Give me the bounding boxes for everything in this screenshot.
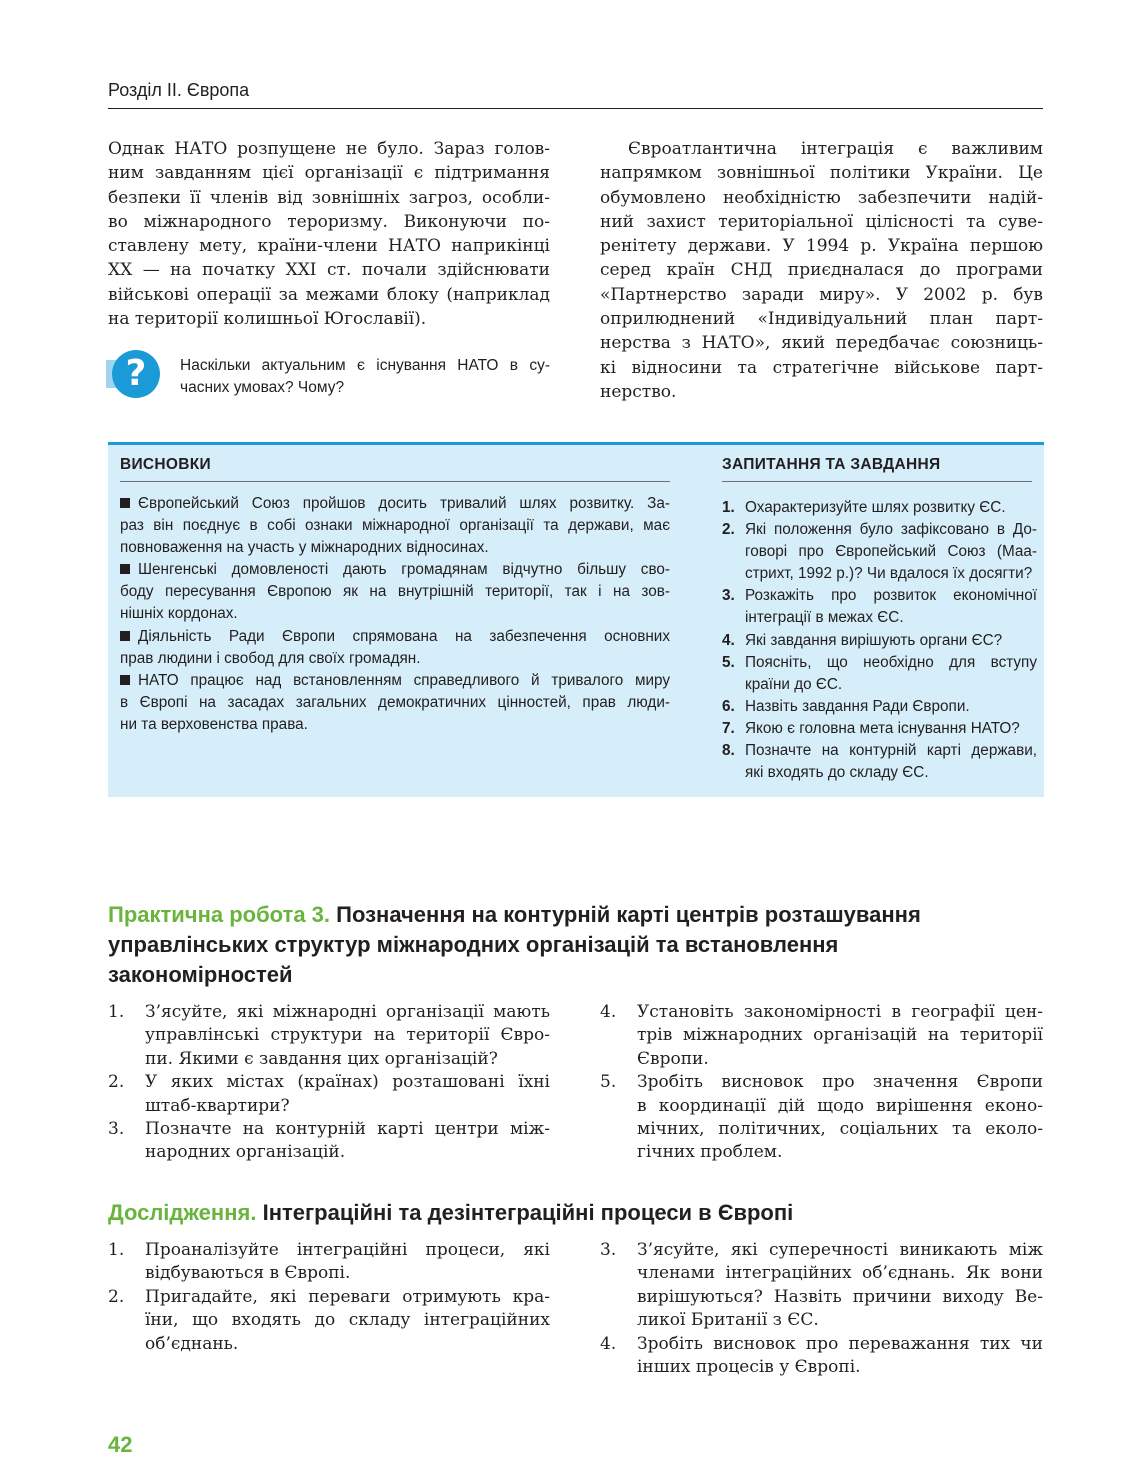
task-item — [600, 1001, 1043, 1071]
paragraph-line: серед країн СНД приєдналася до програми — [600, 260, 1043, 281]
practical-title-line — [108, 900, 1043, 930]
item-number: 7. — [722, 719, 735, 737]
item-line: членами інтеграційних об’єднань. Як вони — [637, 1263, 1043, 1284]
question-item — [722, 585, 1037, 629]
item-line: вирішуються? Назвіть причини виходу Ве- — [637, 1286, 1043, 1307]
item-number: 5. — [600, 1072, 617, 1093]
item-number: 3. — [108, 1119, 125, 1140]
questions-list — [722, 497, 1037, 784]
item-line: Якою є головна мета існування НАТО? — [745, 719, 1020, 737]
item-line: трів міжнародних організацій на території — [637, 1025, 1043, 1046]
paragraph-line: оприлюднений «Індивідуальний план парт- — [600, 309, 1043, 330]
item-line: Назвіть завдання Ради Європи. — [745, 697, 970, 715]
item-line: Зробіть висновок про значення Європи — [637, 1072, 1043, 1093]
item-line: Позначте на контурній карті держави, — [745, 742, 1037, 760]
task-item — [108, 1239, 550, 1286]
item-line: країни до ЄС. — [745, 675, 843, 693]
item-line: стрихт, 1992 р.)? Чи вдалося їх досягти? — [745, 565, 1033, 583]
item-line: інтеграції в межах ЄС. — [745, 609, 904, 627]
practical-title-line — [108, 930, 1043, 960]
conclusion-line: НАТО працює над встановленням справедливого й тривалого миру — [120, 670, 670, 692]
question-item — [722, 652, 1037, 696]
item-number: 3. — [600, 1240, 617, 1260]
paragraph-line: обумовлено необхідністю забезпечити надій- — [600, 187, 1043, 208]
section-title: Розділ ІІ. Європа — [108, 80, 250, 100]
paragraph-line: во міжнародного тероризму. Виконуючи по- — [108, 211, 550, 232]
item-line: Проаналізуйте інтеграційні процеси, які — [145, 1240, 550, 1260]
paragraph-line: військові операції за межами блоку (наприклад — [108, 284, 550, 305]
item-line: Охарактеризуйте шлях розвитку ЄС. — [745, 499, 1006, 516]
item-line: говорі про Європейський Союз (Маа- — [745, 543, 1037, 561]
task-item — [108, 1071, 550, 1118]
right-column-text — [600, 137, 1043, 404]
item-number: 2. — [108, 1286, 125, 1307]
item-number: 8. — [722, 742, 735, 760]
conclusion-line: повноваження на участь у міжнародних відносинах. — [120, 539, 489, 557]
item-line: Поясніть, що необхідно для вступу — [745, 653, 1037, 671]
item-line: народних організацій. — [145, 1142, 346, 1163]
question-callout-text — [180, 355, 550, 399]
research-title: Інтеграційні та дезінтеграційні процеси в Європі — [262, 1200, 794, 1225]
bullet-square-icon — [120, 564, 130, 574]
item-line: З’ясуйте, які міжнародні організації мають — [145, 1002, 550, 1022]
page-number: 42 — [108, 1432, 133, 1457]
paragraph-line: на території колишньої Югославії). — [108, 309, 427, 330]
conclusions-divider — [120, 481, 670, 482]
practical-title-text: управлінських структур міжнародних організацій та встановлення — [108, 932, 839, 957]
conclusion-line: ни та верховенства права. — [120, 715, 308, 733]
practical-right-list — [600, 1001, 1043, 1165]
running-head — [108, 80, 1043, 109]
item-line: які входять до складу ЄС. — [745, 764, 929, 782]
paragraph-line: «Партнерство заради миру». У 2002 р. був — [600, 284, 1043, 305]
item-line: управлінські структури на території Євро- — [145, 1025, 550, 1046]
paragraph-line: Євроатлантична інтеграція є важливим — [628, 139, 1043, 159]
item-number: 4. — [600, 1333, 617, 1354]
item-number: 1. — [108, 1240, 125, 1260]
question-item — [722, 718, 1037, 740]
item-line: ликої Британії з ЄС. — [637, 1310, 819, 1331]
conclusion-line: Європейський Союз пройшов досить тривалий шлях розвитку. За- — [120, 493, 670, 515]
item-line: Пригадайте, які переваги отримують кра- — [145, 1286, 550, 1307]
item-number: 6. — [722, 697, 735, 715]
item-line: мічних, політичних, соціальних та еколо- — [637, 1119, 1043, 1140]
research-label: Дослідження. — [108, 1200, 257, 1225]
practical-left-list — [108, 1001, 550, 1165]
conclusion-item — [120, 493, 670, 559]
conclusion-line: в Європі на засадах загальних демократичних цінностей, прав люди- — [120, 693, 670, 711]
paragraph-line: безпеки її членів від зовнішніх загроз, особли- — [108, 187, 550, 208]
question-icon: ? — [112, 350, 160, 398]
item-number: 4. — [722, 631, 735, 649]
paragraph-line: ставлену мету, країни-члени НАТО наприкінці — [108, 236, 550, 257]
conclusions-list — [120, 493, 670, 736]
paragraph-line: XX — на початку XXI ст. почали здійснювати — [108, 260, 550, 281]
bullet-square-icon — [120, 675, 130, 685]
practical-label: Практична робота 3. — [108, 902, 331, 927]
item-line: інших процесів у Європі. — [637, 1357, 861, 1378]
task-item — [108, 1118, 550, 1165]
item-number: 1. — [722, 499, 735, 516]
item-number: 3. — [722, 587, 735, 605]
item-line: Які положення було зафіксовано в До- — [745, 521, 1037, 539]
item-line: З’ясуйте, які суперечності виникають між — [637, 1240, 1043, 1260]
item-line: У яких містах (країнах) розташовані їхні — [145, 1072, 550, 1093]
conclusion-item — [120, 559, 670, 625]
task-item — [600, 1239, 1043, 1333]
conclusion-line: боду пересування Європою як на внутрішній території, так і на зов- — [120, 583, 670, 601]
summary-box — [108, 442, 1044, 797]
item-line: гічних проблем. — [637, 1142, 783, 1163]
left-column-text — [108, 137, 550, 331]
paragraph-line: Однак НАТО розпущене не було. Зараз голов- — [108, 139, 550, 159]
paragraph-line: ний захист територіальної цілісності та суве- — [600, 211, 1043, 232]
question-item — [722, 696, 1037, 718]
practical-title-text: Позначення на контурній карті центрів розташування — [336, 902, 921, 927]
paragraph-line: ним завданням цієї організації є підтримання — [108, 163, 550, 184]
task-item — [600, 1333, 1043, 1380]
questions-title: ЗАПИТАННЯ ТА ЗАВДАННЯ — [722, 456, 941, 473]
item-number: 2. — [108, 1072, 125, 1093]
item-line: в координації дій щодо вирішення еконо- — [637, 1095, 1043, 1116]
practical-work-heading — [108, 900, 1043, 990]
item-number: 1. — [108, 1002, 125, 1022]
task-item — [108, 1286, 550, 1356]
conclusion-line: нішніх кордонах. — [120, 605, 238, 623]
item-number: 2. — [722, 521, 735, 539]
item-line: відбуваються в Європі. — [145, 1263, 351, 1284]
item-number: 5. — [722, 653, 735, 671]
item-line: пи. Якими є завдання цих організацій? — [145, 1048, 498, 1069]
paragraph-line: напрямком зовнішньої політики України. Це — [600, 163, 1043, 184]
research-right-list — [600, 1239, 1043, 1379]
question-line: часних умовах? Чому? — [180, 379, 345, 396]
questions-divider — [722, 481, 1032, 482]
bullet-square-icon — [120, 631, 130, 641]
question-item — [722, 497, 1037, 519]
conclusion-line: Діяльність Ради Європи спрямована на забезпечення основних — [120, 626, 670, 648]
item-line: штаб-квартири? — [145, 1095, 290, 1116]
question-line: Наскільки актуальним є існування НАТО в су- — [180, 357, 550, 374]
item-line: Установіть закономірності в географії цен- — [637, 1002, 1043, 1022]
practical-title-text: закономірностей — [108, 962, 293, 987]
item-line: Які завдання вирішують органи ЄС? — [745, 631, 1003, 649]
conclusion-line: Шенгенські домовленості дають громадянам відчутно більшу сво- — [120, 559, 670, 581]
bullet-square-icon — [120, 498, 130, 508]
task-item — [600, 1071, 1043, 1165]
conclusions-title: ВИСНОВКИ — [120, 456, 211, 473]
conclusion-line: раз він поєднує в собі ознаки міжнародної організації та держави, має — [120, 517, 670, 535]
item-line: Зробіть висновок про переважання тих чи — [637, 1333, 1043, 1354]
research-heading — [108, 1198, 1043, 1228]
paragraph-line: нерства з НАТО», який передбачає союзниць- — [600, 333, 1043, 354]
conclusion-item — [120, 626, 670, 670]
question-item — [722, 630, 1037, 652]
practical-title-line — [108, 960, 1043, 990]
conclusion-item — [120, 670, 670, 736]
paragraph-line: нерство. — [600, 381, 677, 402]
research-left-list — [108, 1239, 550, 1356]
item-line: Розкажіть про розвиток економічної — [745, 587, 1037, 605]
question-item — [722, 740, 1037, 784]
item-line: Позначте на контурній карті центри між- — [145, 1119, 550, 1140]
task-item — [108, 1001, 550, 1071]
question-item — [722, 519, 1037, 585]
item-line: об’єднань. — [145, 1333, 239, 1354]
item-number: 4. — [600, 1002, 617, 1022]
item-line: їни, що входять до складу інтеграційних — [145, 1310, 550, 1331]
item-line: Європи. — [637, 1048, 709, 1069]
paragraph-line: кі відносини та стратегічне військове парт- — [600, 357, 1043, 378]
conclusion-line: прав людини і свобод для своїх громадян. — [120, 649, 421, 667]
paragraph-line: ренітету держави. У 1994 р. Україна першою — [600, 236, 1043, 257]
